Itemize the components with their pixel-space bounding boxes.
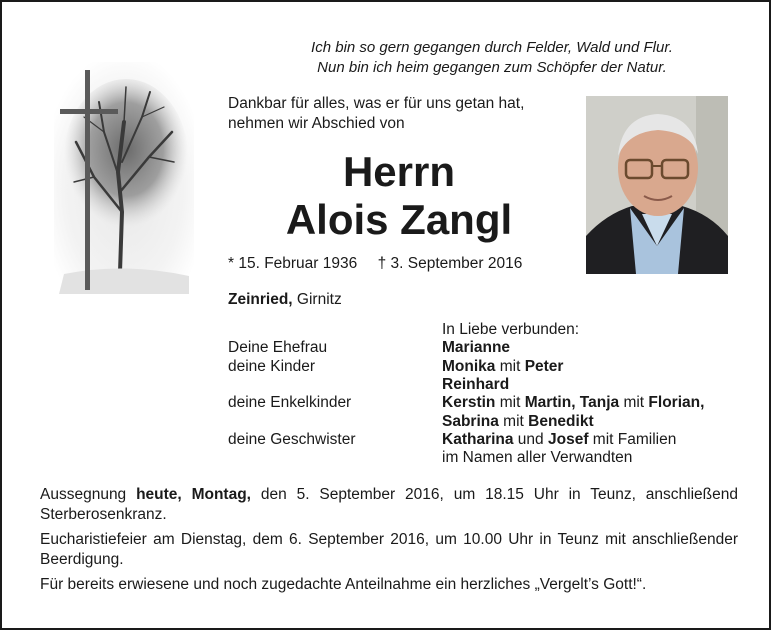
mourner-names bbox=[442, 394, 704, 412]
mourner-names bbox=[442, 413, 594, 431]
relation-label: deine Enkelkinder bbox=[228, 394, 352, 412]
mourner-name: Peter bbox=[524, 357, 564, 375]
residence bbox=[228, 290, 342, 310]
poem bbox=[242, 38, 742, 78]
thanks-text: Für bereits erwiesene und noch zugedachte Anteilnahme ein herzliches „Vergelt’s Gott!“. bbox=[40, 576, 647, 593]
mourner-name: Monika bbox=[442, 357, 496, 375]
emphasis-day: heute, Montag, bbox=[136, 486, 251, 503]
life-dates bbox=[228, 254, 578, 274]
mourner-names bbox=[442, 431, 676, 449]
intro-text bbox=[228, 94, 578, 134]
death-date: † 3. September 2016 bbox=[377, 255, 523, 272]
relation-label: deine Geschwister bbox=[228, 430, 356, 448]
mass-text: Eucharistiefeier am Dienstag, dem 6. September 2016, um 10.00 Uhr in Teunz mit anschließender Beerdigung. bbox=[40, 531, 738, 568]
salutation: Herrn bbox=[342, 148, 456, 195]
deceased-name: Alois Zangl bbox=[285, 196, 513, 243]
mourners-heading: In Liebe verbunden: bbox=[442, 321, 580, 338]
birth-date: * 15. Februar 1936 bbox=[228, 255, 358, 272]
portrait-photo bbox=[586, 96, 728, 274]
mourner-names bbox=[442, 358, 563, 376]
intro-line: Dankbar für alles, was er für uns getan hat, bbox=[228, 95, 525, 112]
connector-text: und bbox=[513, 430, 548, 448]
intro-line: nehmen wir Abschied von bbox=[228, 115, 405, 132]
poem-line: Ich bin so gern gegangen durch Felder, Wald und Flur. bbox=[311, 39, 673, 56]
mourner-name: Kerstin bbox=[442, 394, 496, 412]
residence-district: Girnitz bbox=[292, 291, 342, 308]
funeral-blessing-text: Aussegnung heute, Montag, den 5. September 2016, um 18.15 Uhr in Teunz, anschließend Sterberosenkranz. bbox=[40, 486, 739, 523]
mourner-name: Reinhard bbox=[442, 375, 510, 393]
relation-label: Deine Ehefrau bbox=[228, 339, 328, 357]
connector-text: mit bbox=[495, 394, 525, 412]
connector-text: mit Familien bbox=[588, 430, 677, 448]
service-details bbox=[40, 485, 738, 601]
mourner-name: Marianne bbox=[442, 339, 511, 357]
connector-text: mit bbox=[495, 357, 525, 375]
mourner-name: Josef bbox=[547, 430, 589, 448]
relatives-line: im Namen aller Verwandten bbox=[442, 449, 633, 467]
mourner-name: Martin, Tanja bbox=[524, 394, 620, 412]
mourner-name: Sabrina bbox=[442, 412, 499, 430]
mourner-name: Florian, bbox=[648, 394, 705, 412]
mourner-name: Katharina bbox=[442, 430, 514, 448]
residence-town: Zeinried, bbox=[228, 291, 293, 308]
mourner-names bbox=[442, 339, 510, 357]
mourner-names bbox=[442, 376, 509, 394]
mourner-name: Benedikt bbox=[528, 412, 594, 430]
connector-text: mit bbox=[498, 412, 529, 430]
connector-text: mit bbox=[619, 394, 649, 412]
poem-line: Nun bin ich heim gegangen zum Schöpfer der Natur. bbox=[317, 59, 667, 76]
cross-and-tree-image bbox=[54, 62, 194, 294]
relation-label: deine Kinder bbox=[228, 357, 316, 375]
